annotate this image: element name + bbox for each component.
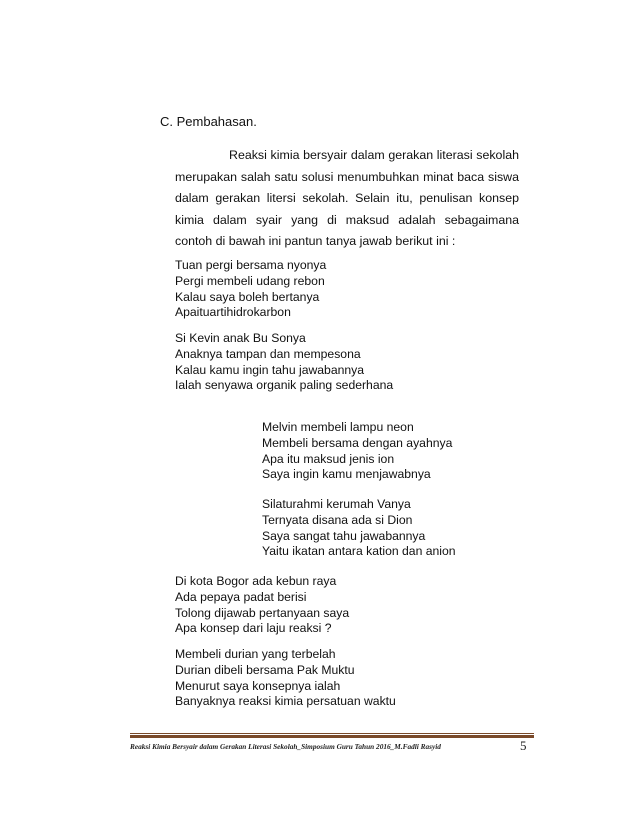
stanza-line: Di kota Bogor ada kebun raya [175,574,337,588]
stanza-line: Apa itu maksud jenis ion [262,451,395,466]
stanza-line: Saya sangat tahu jawabannya [262,528,426,543]
pantun-stanza-4 [262,497,456,560]
pantun-stanza-3 [262,420,452,483]
stanza-line: Yaitu ikatan antara kation dan anion [262,544,456,559]
footer-divider-thick [130,735,534,738]
stanza-line: Ternyata disana ada si Dion [262,512,413,527]
pantun-stanza-6 [175,647,396,710]
stanza-line: Si Kevin anak Bu Sonya [175,331,306,345]
stanza-line: Melvin membeli lampu neon [262,420,414,434]
stanza-line: Ialah senyawa organik paling sederhana [175,378,394,393]
stanza-line: Membeli durian yang terbelah [175,647,336,661]
stanza-line: Durian dibeli bersama Pak Muktu [175,662,355,677]
stanza-line: Tuan pergi bersama nyonya [175,258,327,272]
stanza-line: Apa konsep dari laju reaksi ? [175,621,332,636]
stanza-line: Banyaknya reaksi kimia persatuan waktu [175,694,396,709]
pantun-stanza-5 [175,574,349,637]
footer-divider-thin [130,733,534,734]
stanza-line: Apaituartihidrokarbon [175,305,291,320]
footer-caption: Reaksi Kimia Bersyair dalam Gerakan Literasi Sekolah_Simposium Guru Tahun 2016_M.Fadli Rasyid [130,742,441,751]
pantun-stanza-1 [175,258,326,321]
paragraph-text: Reaksi kimia bersyair dalam gerakan literasi sekolah merupakan salah satu solusi menumbuhkan minat baca siswa dalam gerakan litersi sekolah. Selain itu, penulisan konsep kimia dalam syair yang di maksud adalah sebagaimana contoh di bawah ini pantun tanya jawab berikut ini : [175,148,519,249]
stanza-line: Tolong dijawab pertanyaan saya [175,605,350,620]
section-heading: C. Pembahasan. [160,114,257,129]
page-number: 5 [520,738,527,753]
stanza-line: Pergi membeli udang rebon [175,273,325,288]
stanza-line: Ada pepaya padat berisi [175,589,307,604]
stanza-line: Saya ingin kamu menjawabnya [262,467,431,482]
stanza-line: Kalau saya boleh bertanya [175,289,320,304]
body-paragraph [175,145,519,253]
stanza-line: Membeli bersama dengan ayahnya [262,435,453,450]
stanza-line: Menurut saya konsepnya ialah [175,678,341,693]
stanza-line: Silaturahmi kerumah Vanya [262,497,411,511]
pantun-stanza-2 [175,331,393,394]
stanza-line: Kalau kamu ingin tahu jawabannya [175,362,365,377]
stanza-line: Anaknya tampan dan mempesona [175,346,361,361]
